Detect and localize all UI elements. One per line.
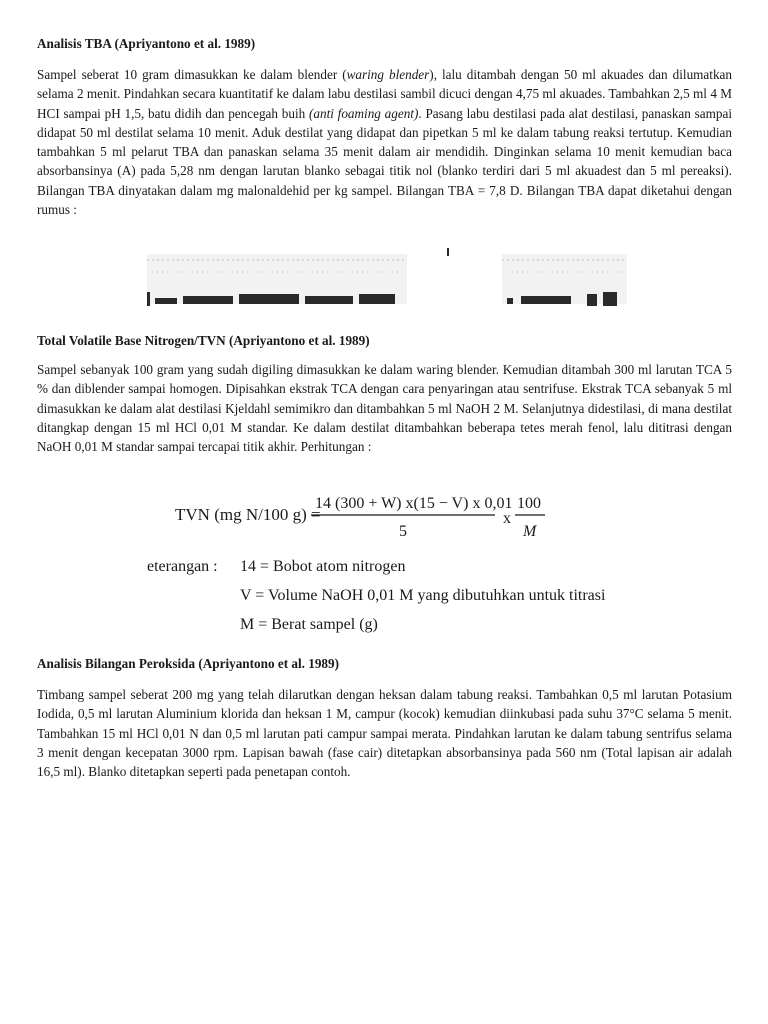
section-heading-tvn: Total Volatile Base Nitrogen/TVN (Apriyantono et al. 1989) <box>37 333 370 348</box>
section-paragraph-peroxide: Timbang sampel seberat 200 mg yang telah dilarutkan dengan heksan dalam tabung reaksi. Tambahkan 0,5 ml larutan Potasium Iodida, 0,5 ml larutan Aluminium klorida dan heksan 1 M, campur (kocok) kemudian diinkubasi pada suhu 37°C selama 5 menit. Tambahkan 15 ml HCl 0,01 N dan 0,5 ml larutan pati campur sampai merata. Pindahkan larutan ke dalam tabung sentrifus selama 3 menit dengan kecepatan 3000 rpm. Lapisan bawah (fase cair) ditetapkan absorbansinya pada 560 nm (Total lapisan air adalah 16,5 ml). Blanko ditetapkan seperti pada penetapan contoh. <box>37 687 732 780</box>
legend-title: eterangan : <box>147 558 218 575</box>
formula-denominator: 5 <box>399 523 407 540</box>
formula-denominator-2: M <box>523 523 537 540</box>
formula-lhs: TVN (mg N/100 g) = <box>175 505 321 524</box>
formula-numerator: 14 (300 + W) x(15 − V) x 0,01 <box>315 495 513 512</box>
legend-line-2: V = Volume NaOH 0,01 M yang dibutuhkan untuk titrasi <box>240 587 606 604</box>
formula-times: x <box>503 510 511 527</box>
section-paragraph-tba <box>37 65 732 219</box>
italic-term: (anti foaming agent) <box>309 105 419 121</box>
formula-numerator-2: 100 <box>517 495 541 512</box>
section-heading-peroxide: Analisis Bilangan Peroksida (Apriyantono et al. 1989) <box>37 656 340 671</box>
legend-line-3: M = Berat sampel (g) <box>240 616 378 633</box>
paragraph-text: ), lalu ditambah dengan 50 ml akuades dan dilumatkan selama 2 menit. Pindahkan secara kuantitatif ke dalam labu destilasi sambil dicuci dengan 4,75 ml akuades. Tambahkan 2,5 ml 4 M HCI sampai pH 1,5, batu didih dan pencegah buih <box>37 67 732 121</box>
paragraph-text: Sampel seberat 10 gram dimasukkan ke dalam blender ( <box>37 67 347 82</box>
legend-line-1: 14 = Bobot atom nitrogen <box>240 558 406 575</box>
tba-formula-image <box>147 246 627 318</box>
section-paragraph-tvn: Sampel sebanyak 100 gram yang sudah digiling dimasukkan ke dalam waring blender. Kemudian ditambah 300 ml larutan TCA 5 % dan diblender sampai homogen. Dipisahkan ekstrak TCA dengan cara penyaringan atau sentrifuse. Ekstrak TCA sebanyak 5 ml dimasukkan ke dalam alat destilasi Kjeldahl semimikro dan ditambahkan 5 ml NaOH 2 M. Selanjutnya didestilasi, di mana destilat ditangkap dengan 15 ml HCl 0,01 M standar. Ke dalam destilat ditambahkan beberapa tetes merah fenol, lalu dititrasi dengan NaOH 0,01 M standar sampai tercapai titik akhir. Perhitungan : <box>37 362 732 455</box>
paragraph-text: . Pasang labu destilasi pada alat destilasi, panaskan sampai didapat 50 ml destilat selama 10 menit. Aduk destilat yang didapat dan pipetkan 5 ml ke dalam tabung reaksi tertutup. Kemudian tambahkan 5 ml pelarut TBA dan panaskan selama 35 menit dalam air mendidih. Dinginkan selama 10 menit kemudian baca absorbansinya (A) pada 5,28 nm dengan larutan blanko sebagai titik nol (blanko terdiri dari 5 ml akuadest dan 5 ml pereaksi). Bilangan TBA dinyatakan dalam mg malonaldehid per kg sampel. Bilangan TBA = 7,8 D. Bilangan TBA dapat diketahui dengan rumus : <box>37 105 732 218</box>
tvn-formula <box>147 492 617 642</box>
italic-term: waring blender <box>346 67 430 82</box>
section-heading-tba: Analisis TBA (Apriyantono et al. 1989) <box>37 36 256 51</box>
